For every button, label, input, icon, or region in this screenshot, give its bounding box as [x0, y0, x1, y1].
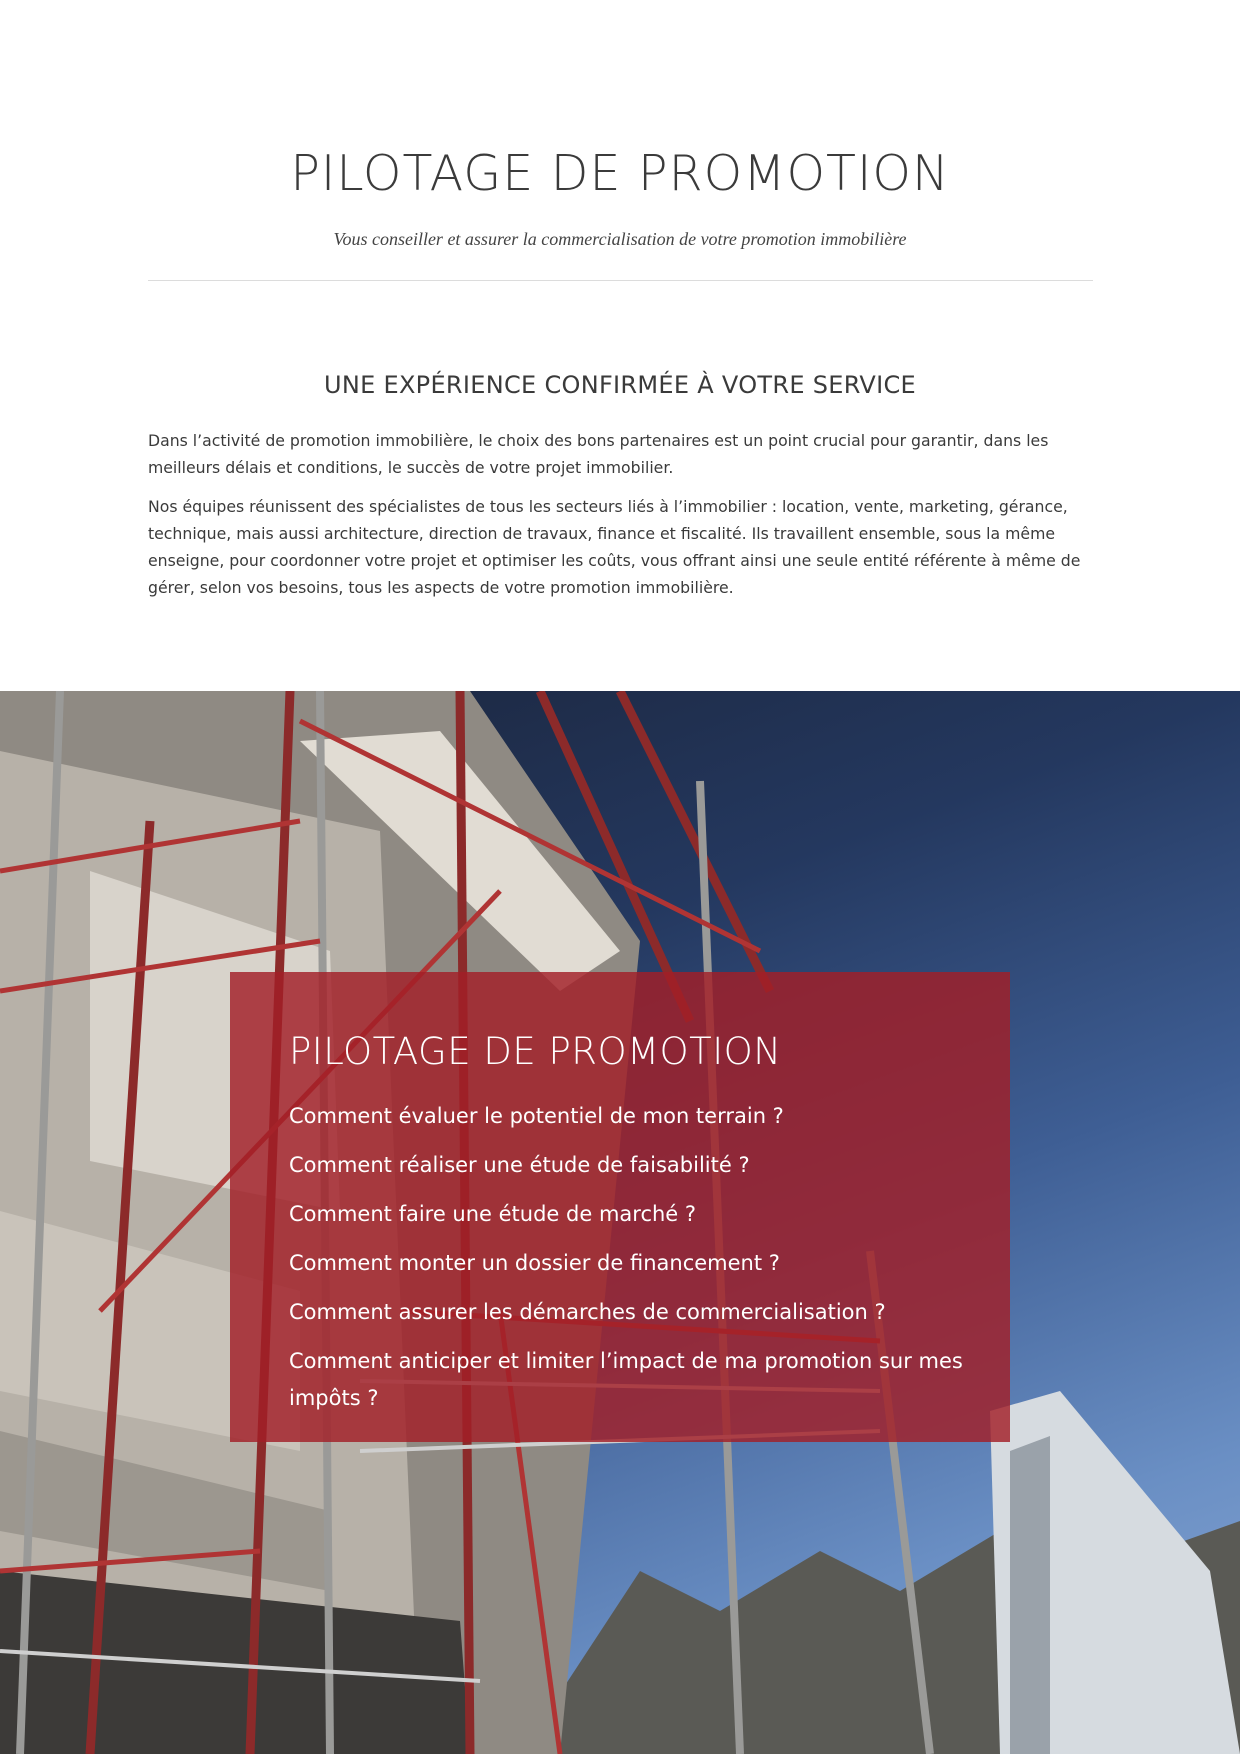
page-subtitle: Vous conseiller et assurer la commercialisation de votre promotion immobilière	[333, 229, 907, 249]
intro-paragraph: Dans l’activité de promotion immobilière, le choix des bons partenaires est un point crucial pour garantir, dans les meilleurs délais et conditions, le succès de votre projet immobilier.	[148, 431, 1049, 477]
question-item: Comment monter un dossier de financement ?	[289, 1251, 780, 1275]
section-heading: UNE EXPÉRIENCE CONFIRMÉE À VOTRE SERVICE	[323, 371, 917, 399]
question-item: Comment évaluer le potentiel de mon terrain ?	[289, 1104, 784, 1128]
page-title: PILOTAGE DE PROMOTION	[290, 145, 950, 202]
question-item: Comment réaliser une étude de faisabilité ?	[289, 1153, 750, 1177]
intro-text	[148, 427, 1093, 613]
question-item: Comment faire une étude de marché ?	[289, 1202, 697, 1226]
question-item: Comment anticiper et limiter l’impact de ma promotion sur mes impôts ?	[289, 1349, 963, 1410]
question-item: Comment assurer les démarches de commercialisation ?	[289, 1300, 886, 1324]
question-list	[289, 1098, 969, 1429]
intro-paragraph: Nos équipes réunissent des spécialistes de tous les secteurs liés à l’immobilier : location, vente, marketing, gérance, technique, mais aussi architecture, direction de travaux, finance et fiscalité. Ils travaillent ensemble, sous la même enseigne, pour coordonner votre projet et optimiser les coûts, vous offrant ainsi une seule entité référente à même de gérer, selon vos besoins, tous les aspects de votre promotion immobilière.	[148, 497, 1081, 597]
divider	[148, 280, 1093, 281]
overlay-title: PILOTAGE DE PROMOTION	[289, 1030, 782, 1073]
